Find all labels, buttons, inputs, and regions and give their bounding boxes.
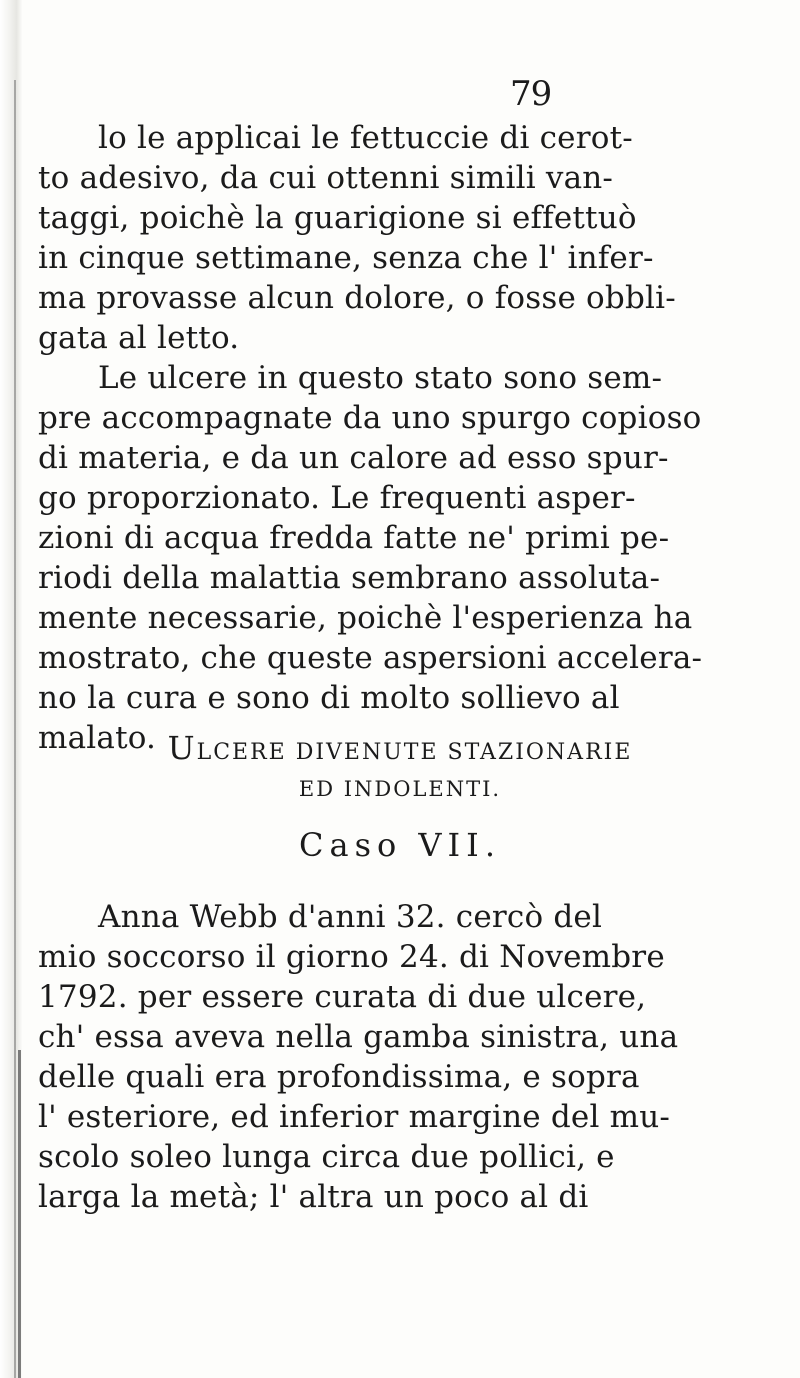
binding-shadow-line (14, 80, 16, 1378)
page-number: 79 (510, 74, 552, 114)
text-line: taggi, poichè la guarigione si effettuò (38, 200, 637, 236)
text-line: no la cura e sono di molto sollievo al (38, 680, 620, 716)
text-line: go proporzionato. Le frequenti asper- (38, 480, 636, 516)
text-line: Le ulcere in questo stato sono sem- (98, 360, 663, 396)
text-line: in cinque settimane, senza che l' infer- (38, 240, 654, 276)
text-line: pre accompagnate da uno spurgo copioso (38, 400, 702, 436)
text-line: 1792. per essere curata di due ulcere, (38, 979, 647, 1015)
text-line: gata al letto. (38, 320, 240, 356)
text-line: delle quali era profondissima, e sopra (38, 1059, 640, 1095)
case-heading: Caso VII. (299, 826, 501, 864)
text-line: Anna Webb d'anni 32. cercò del (98, 899, 603, 935)
text-line: mio soccorso il giorno 24. di Novembre (38, 939, 665, 975)
section-heading (0, 729, 800, 768)
binding-shadow-line (18, 1050, 21, 1378)
section-heading-line-2: ED INDOLENTI. (298, 777, 502, 801)
body-text-top (38, 118, 778, 758)
text-line: ch' essa aveva nella gamba sinistra, una (38, 1019, 679, 1055)
text-line: l' esteriore, ed inferior margine del mu- (38, 1099, 671, 1135)
text-line: larga la metà; l' altra un poco al di (38, 1179, 589, 1215)
section-heading-initial: U (167, 729, 197, 767)
body-text-bottom (38, 897, 778, 1217)
text-line: lo le applicai le fettuccie di cerot- (98, 120, 633, 156)
text-line: ma provasse alcun dolore, o fosse obbli- (38, 280, 676, 316)
text-line: zioni di acqua fredda fatte ne' primi pe- (38, 520, 670, 556)
text-line: mente necessarie, poichè l'esperienza ha (38, 600, 693, 636)
section-heading-line-1: LCERE DIVENUTE STAZIONARIE (196, 740, 633, 765)
text-line: scolo soleo lunga circa due pollici, e (38, 1139, 615, 1175)
text-line: mostrato, che queste aspersioni accelera- (38, 640, 703, 676)
text-line: riodi della malattia sembrano assoluta- (38, 560, 661, 596)
text-line: malato. (38, 720, 157, 756)
text-line: to adesivo, da cui ottenni simili van- (38, 160, 614, 196)
text-line: di materia, e da un calore ad esso spur- (38, 440, 669, 476)
